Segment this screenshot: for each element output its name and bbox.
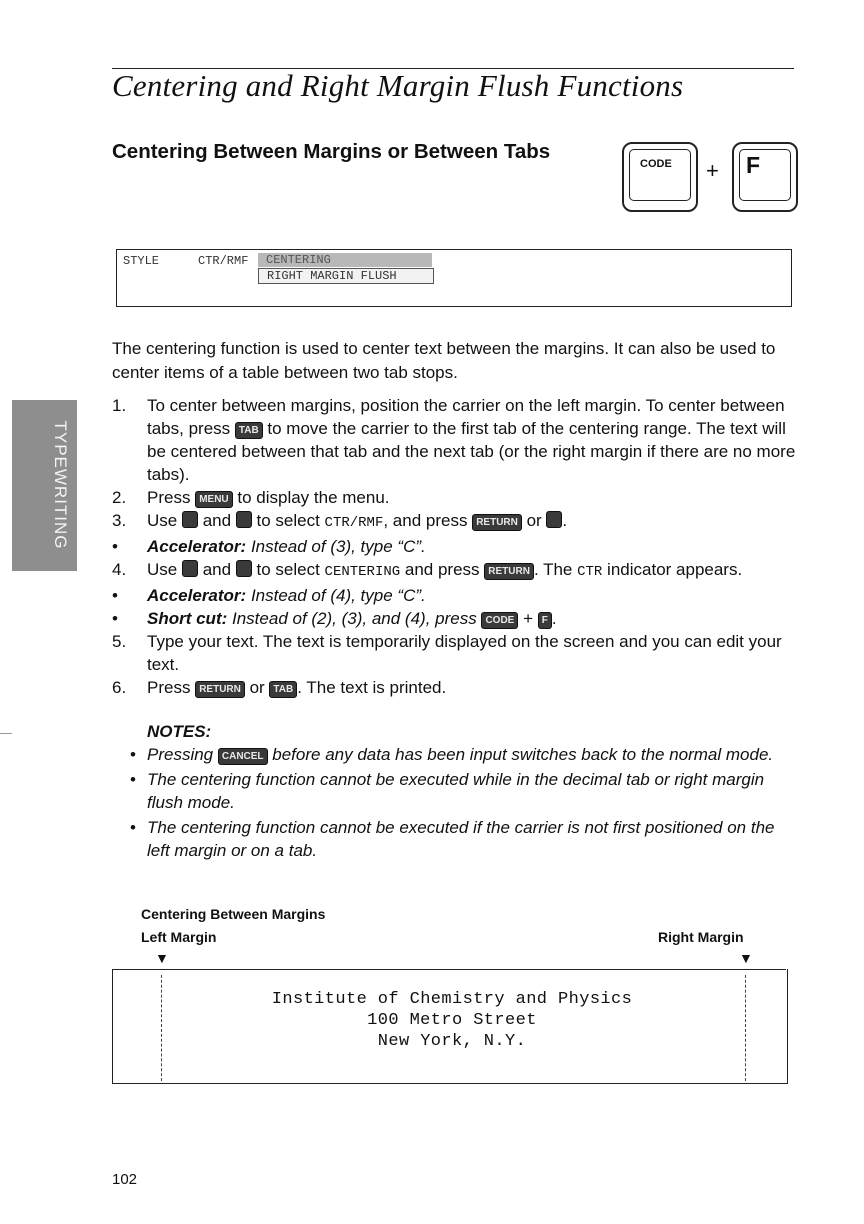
step-4: 4. Use and to select CENTERING and press RETURN . The CTR indicator appears.: [112, 560, 743, 580]
tab-key-icon: TAB: [235, 422, 263, 439]
step-1: 1. To center between margins, position the carrier on the left margin. To center between tabs, press TAB to move the carrier to the first tab of the centering range. The text will be centered between that tab and the next tab (or the right margin if there are no more tabs).: [112, 396, 796, 484]
code-key-icon: CODE: [481, 612, 518, 629]
shortcut-note: • Short cut: Instead of (2), (3), and (4), press CODE + F .: [112, 609, 557, 628]
return-key-icon: RETURN: [484, 563, 534, 580]
address-line-3: New York, N.Y.: [377, 1032, 527, 1051]
side-tab-label: TYPEWRITING: [51, 420, 70, 550]
margin-tick: [0, 733, 12, 734]
accelerator-note-1: • Accelerator: Instead of (3), type “C”.: [112, 537, 426, 556]
code-key-icon: [622, 142, 698, 212]
page-title: Centering and Right Margin Flush Functions: [112, 68, 684, 103]
right-margin-arrow-icon: ▼: [739, 950, 753, 966]
return-key-icon: RETURN: [472, 514, 522, 531]
intro-paragraph: The centering function is used to center text between the margins. It can also be used to center items of a table between two tab stops.: [112, 339, 776, 382]
lcd-menu: CTR/RMF: [198, 254, 249, 268]
page-number: 102: [112, 1171, 138, 1188]
lcd-style: STYLE: [123, 254, 160, 268]
section-heading: Centering Between Margins or Between Tabs: [112, 140, 551, 163]
right-arrow-key-icon: [236, 511, 252, 528]
f-key-label: F: [746, 152, 761, 178]
figure-title: Centering Between Margins: [141, 906, 326, 922]
accelerator-note-2: • Accelerator: Instead of (4), type “C”.: [112, 586, 426, 605]
menu-key-icon: MENU: [195, 491, 232, 508]
down-arrow-key-icon: [546, 511, 562, 528]
down-arrow-key-icon: [236, 560, 252, 577]
notes-heading: NOTES:: [147, 722, 212, 741]
left-arrow-key-icon: [182, 511, 198, 528]
notes-section: [112, 720, 796, 864]
address-line-2: 100 Metro Street: [367, 1011, 537, 1030]
lcd-selected-option: [258, 253, 432, 267]
up-arrow-key-icon: [182, 560, 198, 577]
plus-sign: +: [706, 158, 719, 183]
left-margin-arrow-icon: ▼: [155, 950, 169, 966]
step-6: 6. Press RETURN or TAB . The text is printed.: [112, 678, 447, 697]
lcd-option-centering: CENTERING: [266, 253, 331, 267]
side-tab: [12, 400, 77, 571]
note-3: • The centering function cannot be executed if the carrier is not first positioned on the left margin or on a tab.: [130, 818, 775, 860]
tab-key-icon: TAB: [269, 681, 297, 698]
left-margin-label: Left Margin: [141, 929, 217, 945]
right-margin-label: Right Margin: [658, 929, 744, 945]
address-line-1: Institute of Chemistry and Physics: [271, 990, 633, 1009]
step-5: 5. Type your text. The text is temporarily displayed on the screen and you can edit your text.: [112, 632, 782, 674]
step-2: 2. Press MENU to display the menu.: [112, 488, 390, 507]
return-key-icon: RETURN: [195, 681, 245, 698]
lcd-option-rmf: RIGHT MARGIN FLUSH: [267, 269, 397, 283]
f-key-icon: F: [538, 612, 552, 629]
lcd-option-box: [258, 268, 434, 284]
code-key-label: CODE: [640, 158, 672, 170]
lcd-display: [116, 249, 792, 307]
note-1: • Pressing CANCEL before any data has been input switches back to the normal mode.: [130, 745, 774, 764]
step-3: 3. Use and to select CTR/RMF, and press RETURN or .: [112, 511, 568, 531]
steps-list: [112, 394, 796, 699]
f-key-icon: [732, 142, 798, 212]
note-2: • The centering function cannot be executed while in the decimal tab or right margin flush mode.: [130, 770, 765, 812]
cancel-key-icon: CANCEL: [218, 748, 268, 765]
